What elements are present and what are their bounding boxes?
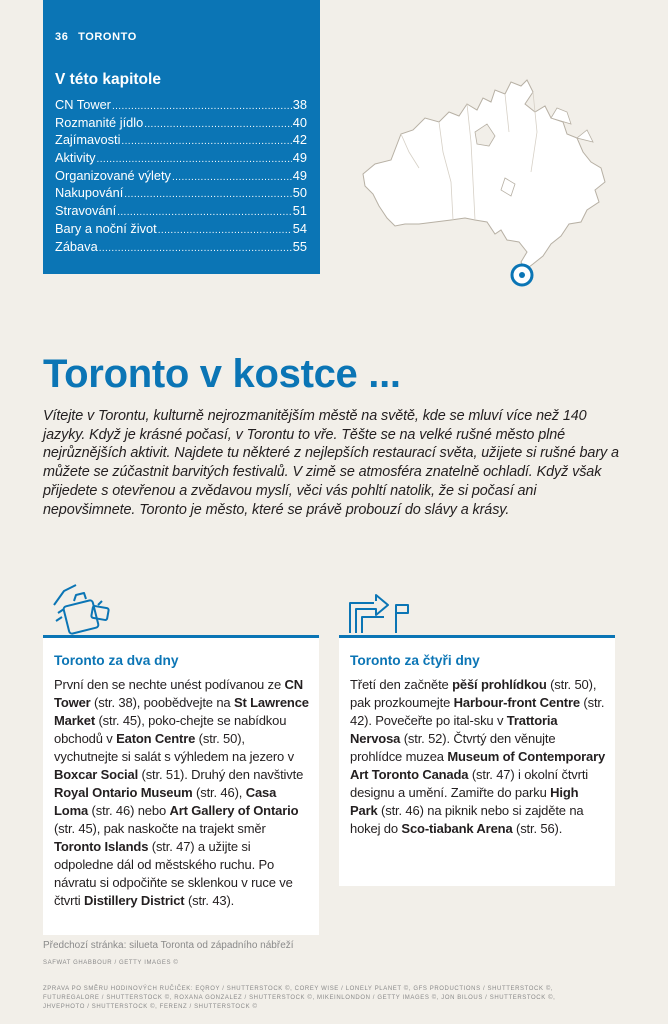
place-name: St Lawrence Market (54, 695, 309, 728)
toc-item[interactable] (55, 202, 307, 220)
toc-item-label: Stravování (55, 203, 117, 219)
two-days-title: Toronto za dva dny (54, 653, 179, 668)
four-days-box (339, 635, 615, 886)
place-name: Eaton Centre (116, 731, 196, 746)
two-days-text: První den se nechte unést podívanou ze CN Tower (str. 38), poobědvejte na St Lawrence Market (str. 45), poko-chejte se nabídkou obchodů v Eaton Centre (str. 50), vychutnejte si salát s výhledem na jezero v Boxcar Social (str. 51). Druhý den navštivte Royal Ontario Museum (str. 46), Casa Loma (str. 46) nebo Art Gallery of Ontario (str. 45), pak naskočte na trajekt směr Toronto Islands (str. 47) a užijte si odpoledne dál od městského ruchu. Po návratu si odpočiňte se sklenkou v ruce ve čtvrti Distillery District (str. 43). (54, 677, 309, 908)
place-name: Trattoria Nervosa (350, 713, 558, 746)
place-name: CN Tower (54, 677, 303, 710)
toc-item-label: Aktivity (55, 150, 96, 166)
four-days-text: Třetí den začněte pěší prohlídkou (str. 50), pak prozkoumejte Harbour-front Centre (str. 42). Povečeřte po ital-sku v Trattoria Nervosa (str. 52). Čtvrtý den věnujte prohlídce muzea Museum of Contemporary Art Toronto Canada (str. 47) i okolní čtvrti designu a umění. Zamiřte do parku High Park (str. 46) na piknik nebo si zajděte na hokej do Sco-tiabank Arena (str. 56). (350, 677, 606, 836)
running-header (55, 31, 137, 43)
toc-item-label: Zábava (55, 238, 98, 254)
toc-item-page: 38 (292, 97, 307, 112)
two-days-box (43, 635, 319, 935)
place-name: Distillery District (84, 893, 185, 908)
signpost-arrow-icon (346, 589, 412, 635)
page-title: Toronto v kostce ... (43, 352, 401, 396)
toc-item-label: Bary a noční život (55, 220, 157, 236)
chapter-contents-panel (43, 0, 320, 274)
place-name: Museum of Contemporary Art Toronto Canada (350, 749, 606, 782)
four-days-title: Toronto za čtyři dny (350, 653, 480, 668)
toc-item[interactable] (55, 96, 307, 114)
section-name: TORONTO (78, 31, 137, 43)
toc-item-label: Organizované výlety (55, 167, 171, 183)
canada-map-icon (355, 72, 610, 292)
intro-paragraph: Vítejte v Torontu, kulturně nejrozmanitějším městě na světě, kde se mluví více než 140 jazyky. Když je krásné počasí, v Torontu to vře. Těšte se na velké rušné město plné nejrůznějších aktivit. Najdete tu některé z nejlepších restaurací světa, užijete si rušné bary a můžete se zúčastnit barvitých festivalů. V zimě se atmosféra znatelně ochladí. Když však přijedete s otevřenou a zvědavou myslí, věci vás pohltí natolik, že si počasí ani nepovšimnete. Toronto je město, které se právě probouzí do slávy a krásy. (43, 408, 619, 518)
toc-item-page: 50 (292, 185, 307, 201)
toc-list (55, 96, 307, 255)
photo-credits-line: JHVEPHOTO / SHUTTERSTOCK ©, FERENZ / SHUTTERSTOCK © (43, 1004, 258, 1010)
suitcase-icon (52, 583, 114, 639)
toc-item[interactable] (55, 149, 307, 167)
toc-item-page: 40 (292, 114, 307, 130)
toc-title: V této kapitole (55, 71, 161, 88)
photo-credits-line: ZPRAVA PO SMĚRU HODINOVÝCH RUČIČEK: EQROY / SHUTTERSTOCK ©, COREY WISE / LONELY PLANET ©, GFS PRODUCTIONS / SHUTTERSTOCK ©, (43, 986, 554, 992)
place-name: Royal Ontario Museum (54, 785, 193, 800)
caption-credit: SAFWAT GHABBOUR / GETTY IMAGES © (43, 960, 179, 966)
toc-item-label: Rozmanité jídlo (55, 114, 144, 130)
toc-item[interactable] (55, 114, 307, 132)
page-number: 36 (55, 31, 69, 43)
toc-item-label: Zajímavosti (55, 132, 121, 148)
place-name: Toronto Islands (54, 839, 149, 854)
toc-item-page: 55 (292, 238, 307, 254)
toc-item[interactable] (55, 167, 307, 185)
toc-item-page: 51 (292, 203, 307, 219)
toc-item[interactable] (55, 220, 307, 238)
toc-item[interactable] (55, 131, 307, 149)
place-name: pěší prohlídkou (452, 677, 547, 692)
place-name: Harbour-front Centre (453, 695, 580, 710)
place-name: Sco-tiabank Arena (401, 821, 513, 836)
toc-item-label: Nakupování (55, 185, 124, 201)
place-name: High Park (350, 785, 579, 818)
toc-item-page: 49 (292, 167, 307, 183)
toc-item-page: 54 (292, 220, 307, 236)
place-name: Casa Loma (54, 785, 277, 818)
place-name: Art Gallery of Ontario (169, 803, 299, 818)
toc-item-page: 49 (292, 150, 307, 166)
toc-item[interactable] (55, 238, 307, 256)
toc-item-page: 42 (292, 132, 307, 148)
toc-item[interactable] (55, 184, 307, 202)
toc-item-label: CN Tower (55, 97, 111, 112)
photo-caption: Předchozí stránka: silueta Toronta od západního nábřeží (43, 940, 294, 951)
photo-credits-line: FUTUREGALORE / SHUTTERSTOCK ©, ROXANA GONZALEZ / SHUTTERSTOCK ©, MIKEINLONDON / GETTY IMAGES ©, JON BILOUS / SHUTTERSTOCK ©, (43, 995, 556, 1001)
place-name: Boxcar Social (54, 767, 139, 782)
